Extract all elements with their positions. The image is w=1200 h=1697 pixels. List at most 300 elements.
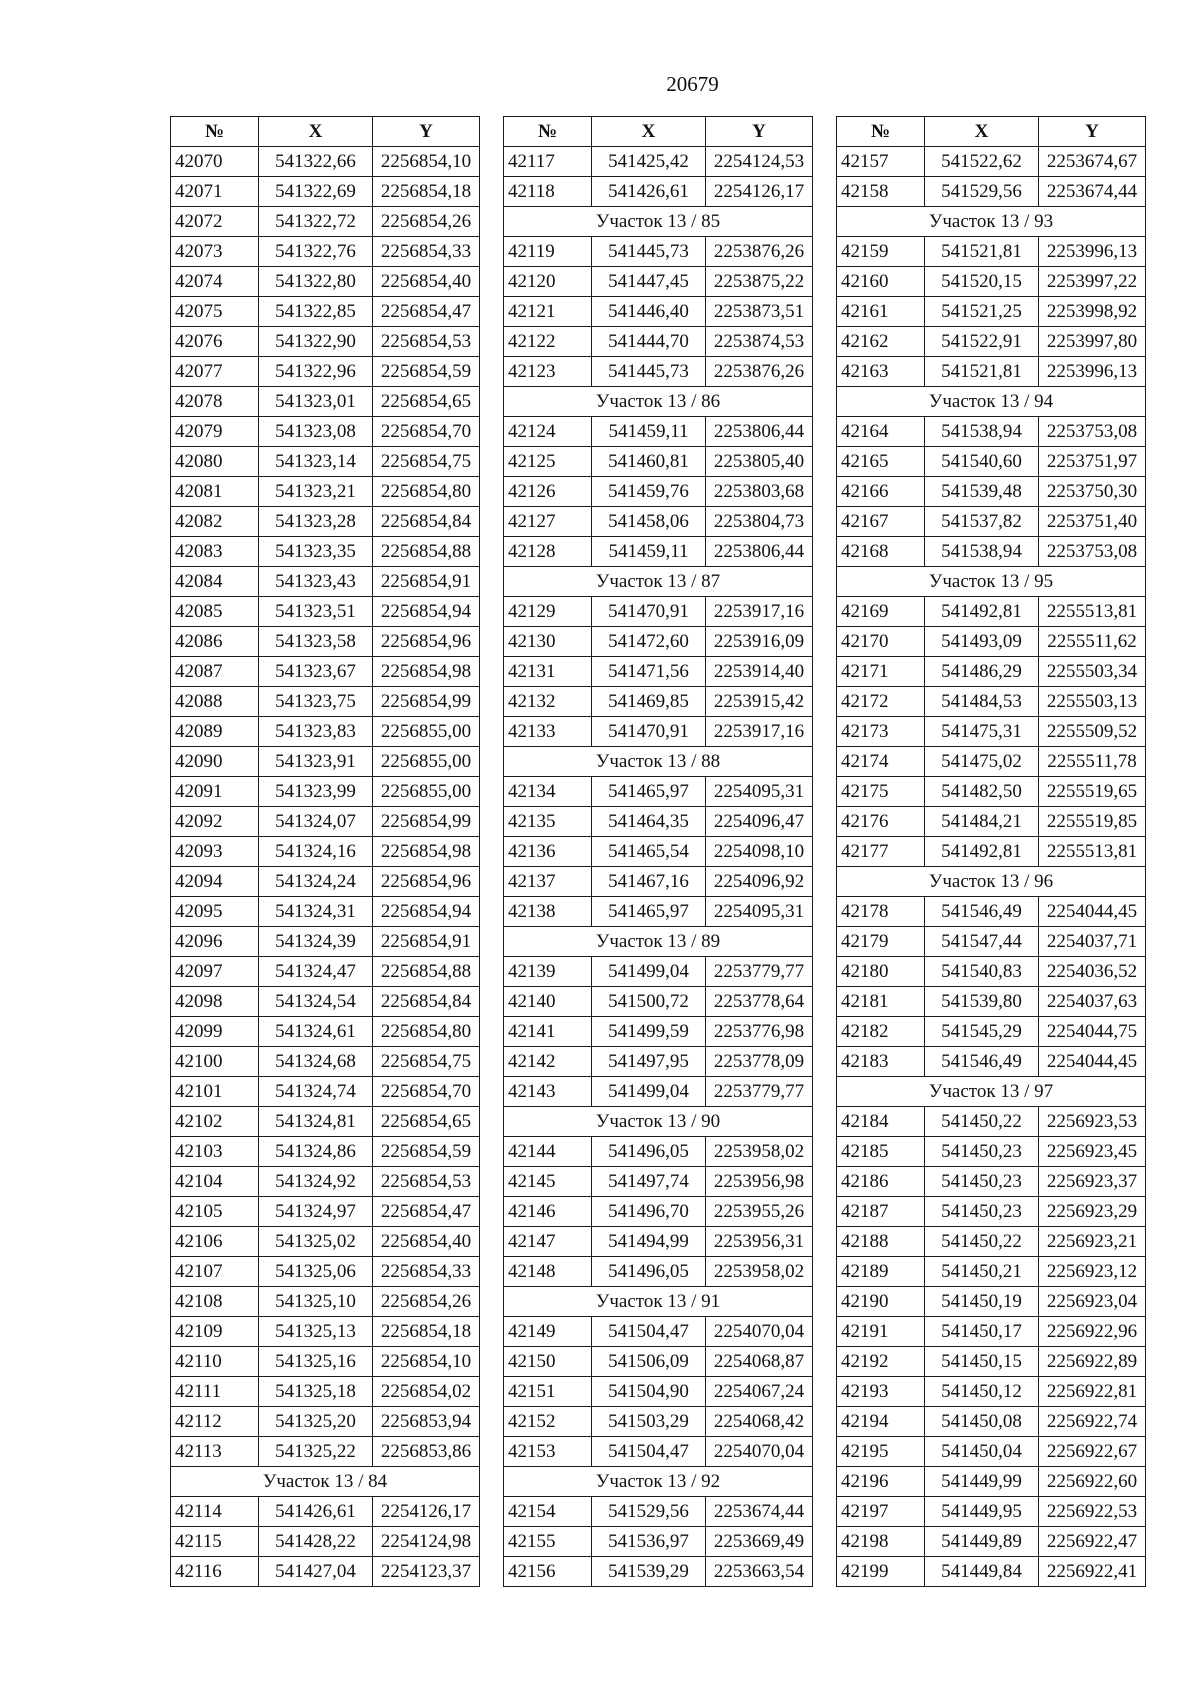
- y-coordinate-cell: 2254095,31: [706, 897, 813, 927]
- table-row: [171, 537, 480, 567]
- y-coordinate-cell: 2256922,81: [1039, 1377, 1146, 1407]
- y-coordinate-cell: 2253779,77: [706, 1077, 813, 1107]
- point-number-cell: 42103: [171, 1137, 259, 1167]
- section-header-row: [837, 207, 1146, 237]
- x-coordinate-cell: 541449,84: [925, 1557, 1039, 1587]
- point-number-cell: 42100: [171, 1047, 259, 1077]
- x-coordinate-cell: 541450,22: [925, 1107, 1039, 1137]
- point-number-cell: 42159: [837, 237, 925, 267]
- point-number-cell: 42083: [171, 537, 259, 567]
- y-coordinate-cell: 2253669,49: [706, 1527, 813, 1557]
- table-row: [171, 897, 480, 927]
- x-coordinate-cell: 541322,96: [259, 357, 373, 387]
- section-label: Участок 13 / 86: [504, 387, 813, 417]
- table-row: [837, 507, 1146, 537]
- table-row: [504, 1317, 813, 1347]
- x-coordinate-cell: 541324,54: [259, 987, 373, 1017]
- y-coordinate-cell: 2255503,13: [1039, 687, 1146, 717]
- x-coordinate-cell: 541538,94: [925, 417, 1039, 447]
- section-label: Участок 13 / 87: [504, 567, 813, 597]
- y-coordinate-cell: 2256854,75: [373, 447, 480, 477]
- x-coordinate-cell: 541496,05: [592, 1137, 706, 1167]
- x-coordinate-cell: 541450,22: [925, 1227, 1039, 1257]
- point-number-cell: 42199: [837, 1557, 925, 1587]
- point-number-cell: 42131: [504, 657, 592, 687]
- y-coordinate-cell: 2256922,96: [1039, 1317, 1146, 1347]
- table-row: [837, 147, 1146, 177]
- table-row: [504, 897, 813, 927]
- x-coordinate-cell: 541324,97: [259, 1197, 373, 1227]
- point-number-cell: 42198: [837, 1527, 925, 1557]
- x-coordinate-cell: 541537,82: [925, 507, 1039, 537]
- x-coordinate-cell: 541323,99: [259, 777, 373, 807]
- point-number-cell: 42074: [171, 267, 259, 297]
- table-row: [837, 1317, 1146, 1347]
- x-coordinate-cell: 541325,06: [259, 1257, 373, 1287]
- column-header-number: №: [171, 117, 259, 147]
- point-number-cell: 42194: [837, 1407, 925, 1437]
- x-coordinate-cell: 541465,97: [592, 897, 706, 927]
- point-number-cell: 42189: [837, 1257, 925, 1287]
- table-row: [504, 1497, 813, 1527]
- table-row: [171, 1347, 480, 1377]
- table-row: [504, 957, 813, 987]
- point-number-cell: 42116: [171, 1557, 259, 1587]
- x-coordinate-cell: 541459,11: [592, 417, 706, 447]
- y-coordinate-cell: 2256855,00: [373, 777, 480, 807]
- y-coordinate-cell: 2253876,26: [706, 357, 813, 387]
- x-coordinate-cell: 541504,47: [592, 1317, 706, 1347]
- point-number-cell: 42072: [171, 207, 259, 237]
- y-coordinate-cell: 2256854,91: [373, 927, 480, 957]
- table-row: [171, 747, 480, 777]
- point-number-cell: 42126: [504, 477, 592, 507]
- y-coordinate-cell: 2253997,22: [1039, 267, 1146, 297]
- y-coordinate-cell: 2253806,44: [706, 537, 813, 567]
- x-coordinate-cell: 541472,60: [592, 627, 706, 657]
- point-number-cell: 42171: [837, 657, 925, 687]
- point-number-cell: 42187: [837, 1197, 925, 1227]
- y-coordinate-cell: 2253751,40: [1039, 507, 1146, 537]
- x-coordinate-cell: 541324,92: [259, 1167, 373, 1197]
- table-row: [171, 1437, 480, 1467]
- point-number-cell: 42142: [504, 1047, 592, 1077]
- x-coordinate-cell: 541504,47: [592, 1437, 706, 1467]
- point-number-cell: 42184: [837, 1107, 925, 1137]
- x-coordinate-cell: 541324,86: [259, 1137, 373, 1167]
- y-coordinate-cell: 2253956,31: [706, 1227, 813, 1257]
- x-coordinate-cell: 541521,25: [925, 297, 1039, 327]
- point-number-cell: 42139: [504, 957, 592, 987]
- x-coordinate-cell: 541324,39: [259, 927, 373, 957]
- point-number-cell: 42099: [171, 1017, 259, 1047]
- section-header-row: [504, 1107, 813, 1137]
- x-coordinate-cell: 541540,60: [925, 447, 1039, 477]
- table-row: [171, 597, 480, 627]
- table-row: [171, 147, 480, 177]
- point-number-cell: 42167: [837, 507, 925, 537]
- point-number-cell: 42092: [171, 807, 259, 837]
- table-row: [171, 867, 480, 897]
- x-coordinate-cell: 541460,81: [592, 447, 706, 477]
- point-number-cell: 42125: [504, 447, 592, 477]
- table-row: [837, 927, 1146, 957]
- point-number-cell: 42191: [837, 1317, 925, 1347]
- x-coordinate-cell: 541499,59: [592, 1017, 706, 1047]
- point-number-cell: 42071: [171, 177, 259, 207]
- y-coordinate-cell: 2256854,96: [373, 627, 480, 657]
- y-coordinate-cell: 2253916,09: [706, 627, 813, 657]
- x-coordinate-cell: 541529,56: [925, 177, 1039, 207]
- point-number-cell: 42163: [837, 357, 925, 387]
- y-coordinate-cell: 2253753,08: [1039, 537, 1146, 567]
- point-number-cell: 42174: [837, 747, 925, 777]
- y-coordinate-cell: 2256922,53: [1039, 1497, 1146, 1527]
- y-coordinate-cell: 2256854,80: [373, 1017, 480, 1047]
- x-coordinate-cell: 541539,29: [592, 1557, 706, 1587]
- table-row: [171, 267, 480, 297]
- table-row: [171, 1407, 480, 1437]
- table-row: [837, 357, 1146, 387]
- section-header-row: [837, 567, 1146, 597]
- x-coordinate-cell: 541323,35: [259, 537, 373, 567]
- section-label: Участок 13 / 89: [504, 927, 813, 957]
- table-row: [171, 1557, 480, 1587]
- y-coordinate-cell: 2256922,74: [1039, 1407, 1146, 1437]
- x-coordinate-cell: 541450,23: [925, 1197, 1039, 1227]
- point-number-cell: 42179: [837, 927, 925, 957]
- point-number-cell: 42144: [504, 1137, 592, 1167]
- y-coordinate-cell: 2256854,94: [373, 897, 480, 927]
- coordinate-table-left: [170, 116, 480, 1587]
- table-row: [504, 1347, 813, 1377]
- y-coordinate-cell: 2256854,59: [373, 357, 480, 387]
- x-coordinate-cell: 541521,81: [925, 237, 1039, 267]
- section-header-row: [504, 927, 813, 957]
- x-coordinate-cell: 541325,20: [259, 1407, 373, 1437]
- x-coordinate-cell: 541322,85: [259, 297, 373, 327]
- y-coordinate-cell: 2255513,81: [1039, 597, 1146, 627]
- x-coordinate-cell: 541323,75: [259, 687, 373, 717]
- point-number-cell: 42114: [171, 1497, 259, 1527]
- x-coordinate-cell: 541323,43: [259, 567, 373, 597]
- point-number-cell: 42133: [504, 717, 592, 747]
- table-row: [504, 1197, 813, 1227]
- y-coordinate-cell: 2255513,81: [1039, 837, 1146, 867]
- table-row: [837, 837, 1146, 867]
- x-coordinate-cell: 541546,49: [925, 1047, 1039, 1077]
- point-number-cell: 42088: [171, 687, 259, 717]
- y-coordinate-cell: 2256922,47: [1039, 1527, 1146, 1557]
- point-number-cell: 42154: [504, 1497, 592, 1527]
- table-row: [171, 807, 480, 837]
- x-coordinate-cell: 541323,01: [259, 387, 373, 417]
- x-coordinate-cell: 541471,56: [592, 657, 706, 687]
- table-row: [504, 777, 813, 807]
- point-number-cell: 42169: [837, 597, 925, 627]
- x-coordinate-cell: 541521,81: [925, 357, 1039, 387]
- table-row: [504, 507, 813, 537]
- y-coordinate-cell: 2256854,75: [373, 1047, 480, 1077]
- x-coordinate-cell: 541450,19: [925, 1287, 1039, 1317]
- table-row: [171, 1167, 480, 1197]
- point-number-cell: 42135: [504, 807, 592, 837]
- y-coordinate-cell: 2256923,37: [1039, 1167, 1146, 1197]
- x-coordinate-cell: 541450,12: [925, 1377, 1039, 1407]
- x-coordinate-cell: 541475,02: [925, 747, 1039, 777]
- table-row: [171, 1137, 480, 1167]
- table-row: [504, 1167, 813, 1197]
- x-coordinate-cell: 541492,81: [925, 597, 1039, 627]
- point-number-cell: 42156: [504, 1557, 592, 1587]
- y-coordinate-cell: 2256854,65: [373, 387, 480, 417]
- y-coordinate-cell: 2253778,09: [706, 1047, 813, 1077]
- x-coordinate-cell: 541325,16: [259, 1347, 373, 1377]
- table-row: [837, 687, 1146, 717]
- y-coordinate-cell: 2254036,52: [1039, 957, 1146, 987]
- x-coordinate-cell: 541425,42: [592, 147, 706, 177]
- table-row: [504, 1017, 813, 1047]
- section-label: Участок 13 / 95: [837, 567, 1146, 597]
- table-row: [504, 1527, 813, 1557]
- y-coordinate-cell: 2256854,53: [373, 327, 480, 357]
- section-header-row: [504, 747, 813, 777]
- point-number-cell: 42070: [171, 147, 259, 177]
- point-number-cell: 42180: [837, 957, 925, 987]
- y-coordinate-cell: 2253779,77: [706, 957, 813, 987]
- x-coordinate-cell: 541459,11: [592, 537, 706, 567]
- y-coordinate-cell: 2256922,67: [1039, 1437, 1146, 1467]
- x-coordinate-cell: 541324,07: [259, 807, 373, 837]
- section-label: Участок 13 / 85: [504, 207, 813, 237]
- point-number-cell: 42086: [171, 627, 259, 657]
- y-coordinate-cell: 2253996,13: [1039, 357, 1146, 387]
- table-row: [837, 957, 1146, 987]
- y-coordinate-cell: 2253958,02: [706, 1137, 813, 1167]
- y-coordinate-cell: 2253750,30: [1039, 477, 1146, 507]
- y-coordinate-cell: 2254095,31: [706, 777, 813, 807]
- point-number-cell: 42173: [837, 717, 925, 747]
- y-coordinate-cell: 2256923,45: [1039, 1137, 1146, 1167]
- y-coordinate-cell: 2256854,84: [373, 987, 480, 1017]
- column-header-y: Y: [706, 117, 813, 147]
- y-coordinate-cell: 2255519,65: [1039, 777, 1146, 807]
- y-coordinate-cell: 2253806,44: [706, 417, 813, 447]
- x-coordinate-cell: 541529,56: [592, 1497, 706, 1527]
- table-row: [171, 1017, 480, 1047]
- point-number-cell: 42183: [837, 1047, 925, 1077]
- table-row: [837, 657, 1146, 687]
- table-row: [837, 537, 1146, 567]
- table-row: [837, 807, 1146, 837]
- table-row: [504, 1047, 813, 1077]
- table-row: [504, 687, 813, 717]
- point-number-cell: 42110: [171, 1347, 259, 1377]
- x-coordinate-cell: 541324,81: [259, 1107, 373, 1137]
- x-coordinate-cell: 541449,89: [925, 1527, 1039, 1557]
- x-coordinate-cell: 541467,16: [592, 867, 706, 897]
- y-coordinate-cell: 2256854,84: [373, 507, 480, 537]
- y-coordinate-cell: 2253996,13: [1039, 237, 1146, 267]
- point-number-cell: 42170: [837, 627, 925, 657]
- y-coordinate-cell: 2256854,94: [373, 597, 480, 627]
- y-coordinate-cell: 2254037,63: [1039, 987, 1146, 1017]
- point-number-cell: 42109: [171, 1317, 259, 1347]
- x-coordinate-cell: 541539,80: [925, 987, 1039, 1017]
- point-number-cell: 42079: [171, 417, 259, 447]
- table-row: [171, 177, 480, 207]
- point-number-cell: 42197: [837, 1497, 925, 1527]
- x-coordinate-cell: 541323,51: [259, 597, 373, 627]
- point-number-cell: 42162: [837, 327, 925, 357]
- table-row: [171, 777, 480, 807]
- x-coordinate-cell: 541325,13: [259, 1317, 373, 1347]
- point-number-cell: 42089: [171, 717, 259, 747]
- y-coordinate-cell: 2254070,04: [706, 1437, 813, 1467]
- table-row: [837, 1377, 1146, 1407]
- y-coordinate-cell: 2254067,24: [706, 1377, 813, 1407]
- section-label: Участок 13 / 88: [504, 747, 813, 777]
- point-number-cell: 42085: [171, 597, 259, 627]
- table-row: [171, 207, 480, 237]
- point-number-cell: 42121: [504, 297, 592, 327]
- coordinate-table-middle: [503, 116, 813, 1587]
- table-row: [837, 1167, 1146, 1197]
- table-row: [504, 597, 813, 627]
- point-number-cell: 42090: [171, 747, 259, 777]
- point-number-cell: 42166: [837, 477, 925, 507]
- point-number-cell: 42165: [837, 447, 925, 477]
- x-coordinate-cell: 541470,91: [592, 597, 706, 627]
- x-coordinate-cell: 541323,14: [259, 447, 373, 477]
- point-number-cell: 42129: [504, 597, 592, 627]
- y-coordinate-cell: 2253914,40: [706, 657, 813, 687]
- table-row: [171, 1317, 480, 1347]
- x-coordinate-cell: 541496,70: [592, 1197, 706, 1227]
- point-number-cell: 42076: [171, 327, 259, 357]
- table-row: [504, 627, 813, 657]
- y-coordinate-cell: 2256854,33: [373, 1257, 480, 1287]
- point-number-cell: 42075: [171, 297, 259, 327]
- point-number-cell: 42182: [837, 1017, 925, 1047]
- table-row: [837, 1557, 1146, 1587]
- point-number-cell: 42177: [837, 837, 925, 867]
- x-coordinate-cell: 541323,91: [259, 747, 373, 777]
- x-coordinate-cell: 541450,04: [925, 1437, 1039, 1467]
- point-number-cell: 42122: [504, 327, 592, 357]
- x-coordinate-cell: 541545,29: [925, 1017, 1039, 1047]
- point-number-cell: 42080: [171, 447, 259, 477]
- table-row: [504, 987, 813, 1017]
- y-coordinate-cell: 2254123,37: [373, 1557, 480, 1587]
- point-number-cell: 42152: [504, 1407, 592, 1437]
- x-coordinate-cell: 541493,09: [925, 627, 1039, 657]
- table-row: [504, 1137, 813, 1167]
- x-coordinate-cell: 541469,85: [592, 687, 706, 717]
- point-number-cell: 42175: [837, 777, 925, 807]
- table-row: [837, 237, 1146, 267]
- column-header-x: X: [259, 117, 373, 147]
- y-coordinate-cell: 2254126,17: [706, 177, 813, 207]
- y-coordinate-cell: 2254096,47: [706, 807, 813, 837]
- x-coordinate-cell: 541323,28: [259, 507, 373, 537]
- point-number-cell: 42186: [837, 1167, 925, 1197]
- table-row: [837, 1257, 1146, 1287]
- table-row: [504, 1407, 813, 1437]
- x-coordinate-cell: 541322,69: [259, 177, 373, 207]
- point-number-cell: 42176: [837, 807, 925, 837]
- y-coordinate-cell: 2256854,88: [373, 957, 480, 987]
- point-number-cell: 42153: [504, 1437, 592, 1467]
- x-coordinate-cell: 541323,67: [259, 657, 373, 687]
- table-row: [171, 717, 480, 747]
- x-coordinate-cell: 541506,09: [592, 1347, 706, 1377]
- y-coordinate-cell: 2256923,04: [1039, 1287, 1146, 1317]
- point-number-cell: 42181: [837, 987, 925, 1017]
- x-coordinate-cell: 541324,61: [259, 1017, 373, 1047]
- x-coordinate-cell: 541496,05: [592, 1257, 706, 1287]
- y-coordinate-cell: 2253803,68: [706, 477, 813, 507]
- x-coordinate-cell: 541520,15: [925, 267, 1039, 297]
- y-coordinate-cell: 2256854,26: [373, 207, 480, 237]
- table-row: [504, 447, 813, 477]
- x-coordinate-cell: 541464,35: [592, 807, 706, 837]
- table-row: [171, 1047, 480, 1077]
- point-number-cell: 42094: [171, 867, 259, 897]
- y-coordinate-cell: 2253917,16: [706, 597, 813, 627]
- y-coordinate-cell: 2253753,08: [1039, 417, 1146, 447]
- y-coordinate-cell: 2256855,00: [373, 747, 480, 777]
- point-number-cell: 42157: [837, 147, 925, 177]
- x-coordinate-cell: 541323,08: [259, 417, 373, 447]
- table-row: [504, 327, 813, 357]
- table-row: [837, 987, 1146, 1017]
- table-row: [504, 1437, 813, 1467]
- y-coordinate-cell: 2256854,40: [373, 267, 480, 297]
- y-coordinate-cell: 2254044,45: [1039, 897, 1146, 927]
- section-label: Участок 13 / 84: [171, 1467, 480, 1497]
- point-number-cell: 42158: [837, 177, 925, 207]
- table-row: [171, 417, 480, 447]
- y-coordinate-cell: 2256854,80: [373, 477, 480, 507]
- section-header-row: [504, 1467, 813, 1497]
- section-label: Участок 13 / 94: [837, 387, 1146, 417]
- table-row: [504, 237, 813, 267]
- y-coordinate-cell: 2256922,41: [1039, 1557, 1146, 1587]
- point-number-cell: 42141: [504, 1017, 592, 1047]
- table-row: [171, 477, 480, 507]
- point-number-cell: 42140: [504, 987, 592, 1017]
- x-coordinate-cell: 541458,06: [592, 507, 706, 537]
- y-coordinate-cell: 2254126,17: [373, 1497, 480, 1527]
- y-coordinate-cell: 2253804,73: [706, 507, 813, 537]
- x-coordinate-cell: 541470,91: [592, 717, 706, 747]
- table-row: [837, 1407, 1146, 1437]
- x-coordinate-cell: 541547,44: [925, 927, 1039, 957]
- y-coordinate-cell: 2256923,53: [1039, 1107, 1146, 1137]
- x-coordinate-cell: 541450,23: [925, 1167, 1039, 1197]
- table-row: [504, 297, 813, 327]
- table-row: [837, 1137, 1146, 1167]
- table-row: [171, 327, 480, 357]
- table-row: [837, 897, 1146, 927]
- section-header-row: [171, 1467, 480, 1497]
- table-row: [837, 627, 1146, 657]
- table-header-row: [171, 117, 480, 147]
- y-coordinate-cell: 2256855,00: [373, 717, 480, 747]
- section-label: Участок 13 / 96: [837, 867, 1146, 897]
- x-coordinate-cell: 541325,18: [259, 1377, 373, 1407]
